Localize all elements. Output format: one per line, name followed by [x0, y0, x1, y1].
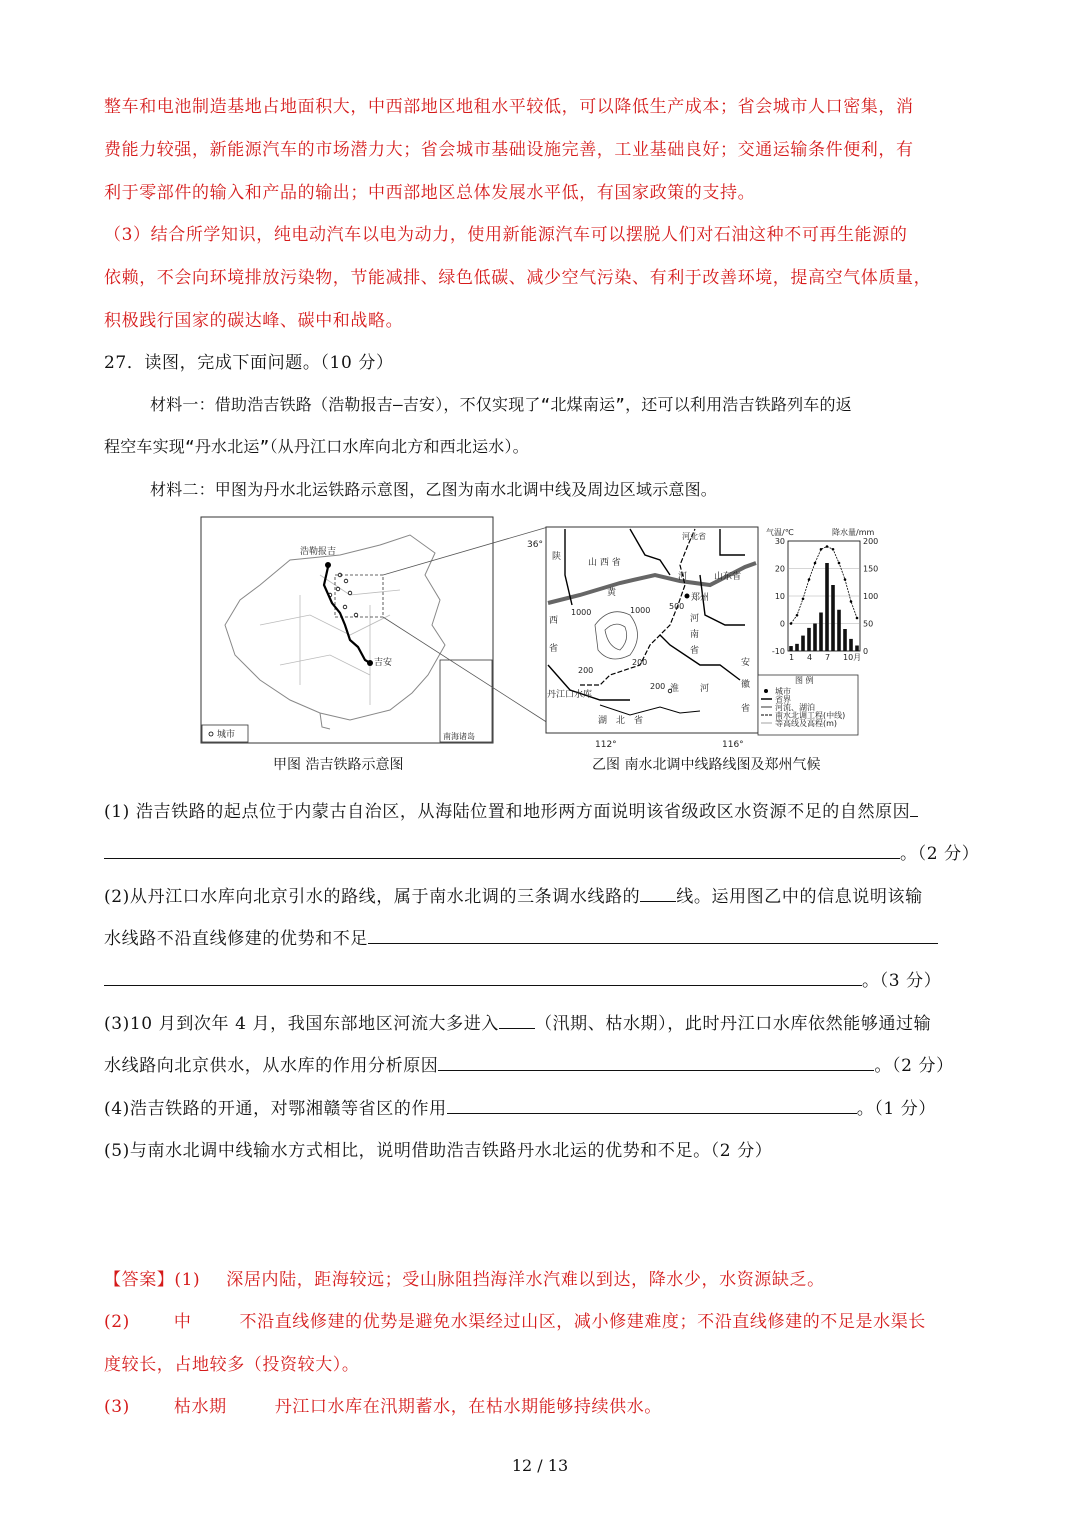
question-2-line2 [104, 924, 938, 949]
temp-point [850, 600, 853, 603]
contour-label: 1000 [571, 608, 592, 617]
region-label: 河 [690, 614, 700, 624]
legend-item: 城市 [775, 687, 791, 696]
month-tick: 1 [789, 653, 795, 662]
precip-axis-label: 降水量/mm [832, 528, 875, 537]
answer-blank-value: 枯水期 [173, 1397, 227, 1417]
answer-label: 【答案】 [104, 1270, 175, 1290]
river-label: 河 [678, 572, 688, 582]
temp-point [826, 545, 829, 548]
precip-bar [849, 639, 853, 651]
answer-prev-line: 利于零部件的输入和产品的输出；中西部地区总体发展水平低，有国家政策的支持。 [104, 183, 756, 203]
answer-text: 不沿直线修建的优势是避免水渠经过山区，减小修建难度；不沿直线修建的不足是水渠长 [239, 1312, 926, 1332]
temp-line [791, 547, 857, 624]
legend-item: 等高线及高程(m) [775, 719, 838, 728]
yi-legend [758, 675, 858, 735]
temp-point [838, 562, 841, 565]
temp-point [808, 578, 811, 581]
temp-tick: 10 [774, 592, 785, 601]
contour-label: 500 [669, 602, 685, 611]
contour-label: 200 [578, 666, 594, 675]
precip-bar [807, 628, 811, 651]
precip-tick: 200 [863, 537, 879, 546]
river-label: 黄 [607, 588, 617, 598]
question-3-text: （汛期、枯水期），此时丹江口水库依然能够通过输 [534, 1014, 932, 1034]
region-label: 省 [741, 704, 751, 714]
precip-bar [789, 646, 793, 651]
temp-tick: -10 [771, 647, 785, 656]
region-label: 西 [549, 616, 559, 626]
answer-blank[interactable] [104, 840, 900, 859]
answer-number: (3) [104, 1397, 130, 1417]
lon-label: 112° [595, 740, 617, 750]
question-2 [104, 882, 923, 907]
question-2-score: 。（3 分） [862, 971, 942, 991]
region-label: 南 [690, 630, 700, 640]
question-3-score: 。（2 分） [874, 1056, 954, 1076]
figure-caption-yi: 乙图 南水北调中线路线图及郑州气候 [592, 757, 821, 773]
map-inset-label: 南海诸岛 [443, 732, 475, 741]
figure [200, 515, 879, 755]
precip-bar [801, 636, 805, 651]
climate-temp-line [790, 545, 859, 625]
question-3-line2 [104, 1051, 954, 1076]
question-title: 27．读图，完成下面问题。（10 分） [104, 353, 394, 373]
question-1-line2 [104, 839, 979, 864]
page-number: 12 / 13 [511, 1456, 569, 1475]
precip-tick: 50 [863, 619, 874, 629]
answer-blank-value: 中 [173, 1312, 192, 1332]
answer-blank[interactable] [368, 925, 938, 944]
precip-bar [831, 585, 835, 651]
answer-blank[interactable] [438, 1052, 874, 1071]
climate-chart [766, 527, 878, 662]
answer-prev-line: 整车和电池制造基地占地面积大，中西部地区地租水平较低，可以降低生产成本；省会城市人口密集，消 [104, 97, 914, 117]
legend-item: 河流、湖泊 [775, 703, 815, 712]
question-1 [104, 797, 918, 822]
temp-point [796, 614, 799, 617]
answer-3 [104, 1392, 662, 1417]
question-4-text: (4)浩吉铁路的开通，对鄂湘赣等省区的作用 [104, 1099, 447, 1119]
answer-blank[interactable] [910, 798, 918, 817]
precip-tick: 0 [863, 647, 869, 656]
question-2-text: 线。运用图乙中的信息说明该输 [676, 887, 923, 907]
precip-tick: 150 [863, 564, 879, 574]
precip-bar [855, 646, 859, 652]
temp-axis-label: 气温/℃ [766, 528, 794, 537]
answer-number: (1) [174, 1270, 201, 1290]
temp-tick: 30 [774, 537, 785, 546]
temp-point [802, 597, 805, 600]
contour-label: 200 [632, 658, 648, 667]
region-label: 省 [690, 646, 700, 656]
answer-prev-line: （3）结合所学知识，纯电动汽车以电为动力，使用新能源汽车可以摆脱人们对石油这种不可再生能源的 [104, 225, 908, 245]
question-4 [104, 1094, 936, 1119]
legend-item: 南水北调工程(中线) [775, 711, 846, 720]
precip-bar [813, 624, 817, 652]
question-3-text: 水线路向北京供水，从水库的作用分析原因 [104, 1056, 439, 1076]
region-label: 徽 [741, 680, 751, 690]
temp-point [820, 548, 823, 551]
contour-label: 200 [650, 682, 666, 691]
precip-bar [837, 610, 841, 651]
answer-blank[interactable] [499, 1010, 535, 1029]
precip-bar [795, 644, 799, 651]
climate-grid [788, 569, 860, 624]
answer-1 [104, 1265, 825, 1290]
map-start-city: 浩勒报吉 [300, 547, 337, 557]
river-label: 淮 [670, 684, 680, 694]
answer-text: 丹江口水库在汛期蓄水，在枯水期能够持续供水。 [274, 1397, 662, 1417]
temp-tick: 0 [779, 619, 785, 629]
legend-city-symbol [764, 689, 768, 693]
region-label: 山 西 省 [588, 558, 621, 568]
temp-point [814, 562, 817, 565]
answer-prev-line: 费能力较强，新能源汽车的市场潜力大；省会城市基础设施完善，工业基础良好；交通运输条件便利，有 [104, 140, 914, 160]
region-label: 安 [741, 658, 751, 668]
temp-point [832, 548, 835, 551]
month-tick: 4 [807, 653, 813, 662]
city-label: 郑州 [691, 593, 710, 603]
month-tick: 10月 [843, 653, 862, 662]
answer-prev-line: 依赖，不会向环境排放污染物，节能减排、绿色低碳、减少空气污染、有利于改善环境，提高空气体质量， [104, 268, 932, 288]
answer-text: 深居内陆，距海较远；受山脉阻挡海洋水汽难以到达，降水少，水资源缺乏。 [226, 1270, 825, 1290]
question-4-score: 。（1 分） [856, 1099, 937, 1119]
map-end-city: 吉安 [374, 658, 393, 668]
question-2-line3 [104, 966, 941, 991]
temp-point [790, 622, 793, 625]
question-3-text: (3)10 月到次年 4 月，我国东部地区河流大多进入 [104, 1014, 499, 1034]
region-label: 湖 北 省 [598, 716, 644, 726]
reservoir-label: 丹江口水库 [547, 690, 593, 700]
answer-2 [104, 1307, 926, 1332]
answer-blank[interactable] [104, 967, 862, 986]
question-5: (5)与南水北调中线输水方式相比，说明借助浩吉铁路丹水北运的优势和不足。（2 分） [104, 1141, 773, 1161]
material-one-line: 程空车实现“丹水北运”（从丹江口水库向北方和西北运水）。 [104, 437, 529, 456]
map-yi [527, 527, 758, 750]
region-label: 陕 [552, 552, 562, 562]
question-2-text: (2)从丹江口水库向北京引水的路线，属于南水北调的三条调水线路的 [104, 887, 641, 907]
question-1-text: (1) 浩吉铁路的起点位于内蒙古自治区，从海陆位置和地形两方面说明该省级政区水资源不足的自然原因 [104, 802, 911, 822]
legend-title: 图 例 [795, 676, 814, 685]
question-1-score: 。（2 分） [900, 844, 980, 864]
region-label: 山东省 [714, 572, 742, 582]
region-label: 省 [549, 644, 559, 654]
question-2-text: 水线路不沿直线修建的优势和不足 [104, 929, 368, 949]
map-legend-city: 城市 [217, 730, 236, 740]
answer-number: (2) [104, 1312, 130, 1332]
temp-tick: 20 [774, 564, 785, 574]
contour-label: 1000 [630, 606, 651, 615]
map-jia [201, 517, 493, 743]
legend-item: 省界 [775, 695, 791, 704]
answer-prev-line: 积极践行国家的碳达峰、碳中和战略。 [104, 311, 404, 331]
river-label: 河 [700, 684, 710, 694]
material-one-line: 材料一：借助浩吉铁路（浩勒报吉—吉安），不仅实现了“北煤南运”，还可以利用浩吉铁路列车的返 [150, 395, 852, 414]
precip-tick: 100 [863, 592, 879, 601]
precip-bar [843, 629, 847, 651]
temp-point [856, 617, 859, 620]
precip-bar [819, 613, 823, 652]
temp-point [844, 578, 847, 581]
answer-blank[interactable] [640, 883, 676, 902]
month-tick: 7 [825, 653, 831, 662]
answer-2-line2: 度较长，占地较多（投资较大）。 [104, 1355, 360, 1375]
figure-caption-jia: 甲图 浩吉铁路示意图 [273, 757, 404, 773]
material-two: 材料二：甲图为丹水北运铁路示意图，乙图为南水北调中线及周边区域示意图。 [150, 480, 718, 499]
precip-bar [825, 563, 829, 651]
region-label: 河北省 [682, 532, 706, 541]
question-3 [104, 1009, 931, 1034]
lat-label: 36° [527, 540, 543, 550]
lon-label: 116° [722, 740, 744, 750]
answer-blank[interactable] [447, 1095, 857, 1114]
